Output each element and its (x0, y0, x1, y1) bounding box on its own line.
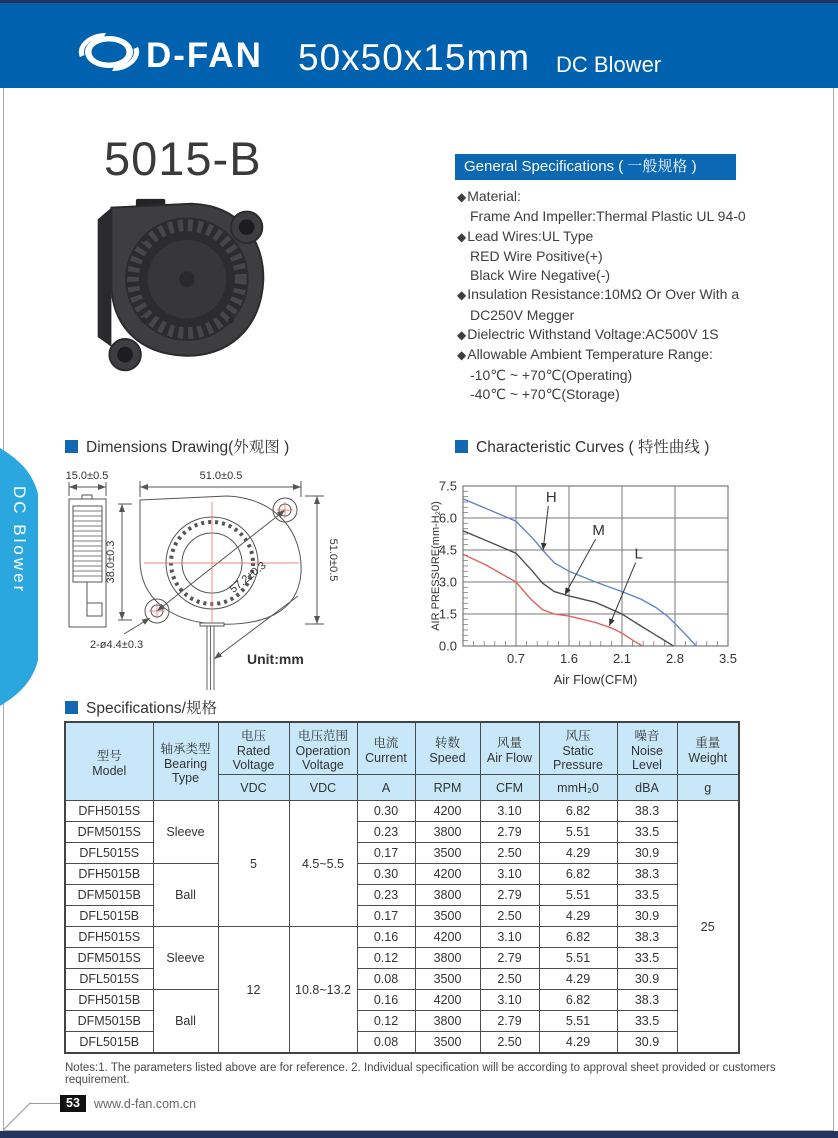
table-row (65, 927, 739, 948)
section-title-curves: Characteristic Curves ( 特性曲线 ) (476, 439, 710, 456)
data-cell: 2.79 (480, 822, 539, 843)
data-cell: 0.30 (357, 801, 415, 822)
page-number: 53 (60, 1095, 86, 1112)
model-cell: DFL5015S (65, 969, 153, 990)
data-cell: 2.50 (480, 969, 539, 990)
table-row (65, 864, 739, 885)
spec-line: Black Wire Negative(-) (470, 267, 611, 284)
operation-voltage-cell: 10.8~13.2 (289, 927, 357, 1054)
general-specs-list (457, 187, 749, 404)
data-cell: 33.5 (617, 1011, 677, 1032)
data-cell: 0.17 (357, 906, 415, 927)
data-cell: 2.79 (480, 948, 539, 969)
footer-line (30, 1103, 61, 1104)
spec-table-body (65, 801, 739, 1054)
rated-voltage-cell: 5 (218, 801, 289, 927)
data-cell: 0.16 (357, 990, 415, 1011)
y-tick-label: 3.0 (438, 574, 457, 590)
col-header: 电流 Current (357, 722, 415, 775)
spec-line: DC250V Megger (470, 306, 575, 323)
product-photo (82, 190, 278, 386)
general-specs-heading (455, 154, 736, 180)
section-title-dimensions: Dimensions Drawing(外观图 ) (86, 439, 290, 456)
data-cell: 5.51 (539, 822, 617, 843)
bearing-cell: Ball (153, 990, 218, 1054)
diamond-bullet-icon: ◆ (457, 288, 467, 303)
data-cell: 3.10 (480, 927, 539, 948)
spec-line: -40℃ ~ +70℃(Storage) (470, 385, 620, 402)
sidebar-tab-label: DC Blower (10, 486, 29, 595)
col-header: 型号 Model (65, 722, 153, 801)
operation-voltage-cell: 4.5~5.5 (289, 801, 357, 927)
product-type-label: DC Blower (556, 52, 662, 77)
data-cell: 3800 (415, 1011, 480, 1032)
data-cell: 0.23 (357, 885, 415, 906)
section-heading-dimensions (65, 435, 289, 457)
model-cell: DFL5015B (65, 906, 153, 927)
dim-side-width: 15.0±0.5 (65, 470, 109, 482)
spec-line: -10℃ ~ +70℃(Operating) (470, 366, 633, 383)
dim-front-width: 51.0±0.5 (199, 470, 243, 482)
data-cell: 4.29 (539, 843, 617, 864)
blue-square-icon (65, 701, 78, 714)
spec-line: ◆Allowable Ambient Temperature Range: (457, 346, 713, 363)
model-cell: DFM5015S (65, 948, 153, 969)
blue-square-icon (65, 440, 78, 453)
data-cell: 2.50 (480, 843, 539, 864)
diamond-bullet-icon: ◆ (457, 328, 467, 343)
weight-cell: 25 (677, 801, 739, 1054)
data-cell: 5.51 (539, 948, 617, 969)
rated-voltage-cell: 12 (218, 927, 289, 1054)
model-cell: DFL5015B (65, 1032, 153, 1054)
data-cell: 30.9 (617, 1032, 677, 1054)
dim-front-height-left: 38.0±0.3 (105, 540, 117, 584)
data-cell: 0.16 (357, 927, 415, 948)
data-cell: 2.79 (480, 885, 539, 906)
spec-table (64, 721, 740, 1054)
y-tick-label: 4.5 (438, 542, 457, 558)
data-cell: 0.23 (357, 822, 415, 843)
data-cell: 2.79 (480, 1011, 539, 1032)
spec-line: ◆Material: (457, 188, 521, 204)
col-unit: A (357, 775, 415, 801)
model-cell: DFH5015B (65, 990, 153, 1011)
table-row (65, 801, 739, 822)
model-cell: DFM5015S (65, 822, 153, 843)
general-specs-title: General Specifications ( 一般规格 ) (464, 158, 697, 175)
data-cell: 0.12 (357, 948, 415, 969)
diamond-bullet-icon: ◆ (457, 190, 467, 204)
data-cell: 33.5 (617, 948, 677, 969)
col-header: 电压 Rated Voltage (218, 722, 289, 775)
sidebar-tab (0, 448, 40, 706)
spec-line: ◆Insulation Resistance:10MΩ Or Over With a (457, 286, 740, 303)
header-band (0, 3, 838, 88)
table-row (65, 990, 739, 1011)
data-cell: 0.17 (357, 843, 415, 864)
data-cell: 33.5 (617, 885, 677, 906)
y-tick-label: 7.5 (438, 478, 457, 494)
dim-holes: 2-ø4.4±0.3 (90, 639, 144, 651)
chart-svg (430, 466, 782, 706)
spec-line: RED Wire Positive(+) (470, 247, 603, 264)
data-cell: 30.9 (617, 906, 677, 927)
data-cell: 3500 (415, 969, 480, 990)
model-cell: DFL5015S (65, 843, 153, 864)
bearing-cell: Sleeve (153, 801, 218, 864)
model-cell: DFH5015S (65, 801, 153, 822)
section-title-specs: Specifications/规格 (86, 700, 217, 717)
data-cell: 38.3 (617, 927, 677, 948)
y-tick-label: 0.0 (438, 638, 457, 654)
data-cell: 3800 (415, 822, 480, 843)
model-cell: DFH5015B (65, 864, 153, 885)
data-cell: 5.51 (539, 885, 617, 906)
data-cell: 4200 (415, 864, 480, 885)
website-link[interactable]: www.d-fan.com.cn (94, 1097, 197, 1111)
col-unit: g (677, 775, 739, 801)
data-cell: 30.9 (617, 843, 677, 864)
page-title: 5015-B (104, 132, 262, 185)
x-tick-label: 1.6 (559, 651, 579, 666)
model-cell: DFH5015S (65, 927, 153, 948)
col-header: 风量 Air Flow (480, 722, 539, 775)
y-tick-label: 1.5 (438, 606, 457, 622)
curve-L (463, 554, 642, 646)
col-unit: CFM (480, 775, 539, 801)
data-cell: 4200 (415, 927, 480, 948)
data-cell: 6.82 (539, 990, 617, 1011)
dim-unit: Unit:mm (247, 651, 304, 667)
data-cell: 3500 (415, 1032, 480, 1054)
y-axis-label: AIR PRESSURE(mm-H₂0) (430, 501, 442, 631)
footer-diagonal-line (3, 1102, 31, 1130)
data-cell: 0.30 (357, 864, 415, 885)
spec-table-head (65, 722, 739, 801)
x-tick-label: 2.8 (665, 651, 685, 666)
data-cell: 4200 (415, 801, 480, 822)
brand-logo-icon (76, 30, 142, 74)
spec-line: Frame And Impeller:Thermal Plastic UL 94-0 (470, 208, 746, 225)
col-header: 风压 Static Pressure (539, 722, 617, 775)
data-cell: 2.50 (480, 906, 539, 927)
col-header: 噪音 Noise Level (617, 722, 677, 775)
data-cell: 0.08 (357, 1032, 415, 1054)
data-cell: 30.9 (617, 969, 677, 990)
data-cell: 3800 (415, 885, 480, 906)
data-cell: 38.3 (617, 990, 677, 1011)
curve-label-L: L (634, 545, 643, 563)
note-text: Notes:1. The parameters listed above are for reference. 2. Individual specification will be according to approval sheet provided or customers requirement. (65, 1062, 776, 1086)
model-cell: DFM5015B (65, 885, 153, 906)
data-cell: 4200 (415, 990, 480, 1011)
blue-square-icon (455, 440, 468, 453)
data-cell: 38.3 (617, 801, 677, 822)
data-cell: 5.51 (539, 1011, 617, 1032)
data-cell: 38.3 (617, 864, 677, 885)
model-cell: DFM5015B (65, 1011, 153, 1032)
characteristic-curves-chart (430, 466, 782, 711)
x-tick-label: 0.7 (506, 651, 526, 666)
data-cell: 4.29 (539, 969, 617, 990)
col-header: 转数 Speed (415, 722, 480, 775)
data-cell: 2.50 (480, 1032, 539, 1054)
col-unit: VDC (289, 775, 357, 801)
data-cell: 3800 (415, 948, 480, 969)
bearing-cell: Ball (153, 864, 218, 927)
dimensions-drawing (62, 468, 414, 702)
dim-diagonal: 57.2±0.3 (227, 559, 269, 596)
col-header: 重量 Weight (677, 722, 739, 775)
data-cell: 4.29 (539, 906, 617, 927)
curve-label-M: M (592, 522, 605, 540)
col-unit: dBA (617, 775, 677, 801)
spec-line: ◆Lead Wires:UL Type (457, 227, 594, 244)
data-cell: 3.10 (480, 864, 539, 885)
brand-name: D-FAN (146, 36, 263, 75)
data-cell: 33.5 (617, 822, 677, 843)
y-tick-label: 6.0 (438, 510, 457, 526)
data-cell: 4.29 (539, 1032, 617, 1054)
col-header: 轴承类型 Bearing Type (153, 722, 218, 801)
page-border-right (833, 88, 834, 1131)
section-heading-curves (455, 435, 709, 457)
data-cell: 6.82 (539, 801, 617, 822)
side-view-ribs (73, 511, 102, 576)
data-cell: 6.82 (539, 864, 617, 885)
x-axis-label: Air Flow(CFM) (553, 672, 638, 687)
col-unit: mmH₂0 (539, 775, 617, 801)
curve-label-H: H (545, 489, 557, 506)
x-tick-label: 3.5 (718, 651, 738, 666)
data-cell: 3.10 (480, 801, 539, 822)
data-cell: 6.82 (539, 927, 617, 948)
col-unit: RPM (415, 775, 480, 801)
spec-line: ◆Dielectric Withstand Voltage:AC500V 1S (457, 326, 719, 343)
product-size: 50x50x15mm (298, 37, 531, 78)
bearing-cell: Sleeve (153, 927, 218, 990)
dim-front-height-right: 51.0±0.5 (327, 538, 339, 582)
data-cell: 3.10 (480, 990, 539, 1011)
col-header: 电压范围 Operation Voltage (289, 722, 357, 775)
diamond-bullet-icon: ◆ (457, 229, 467, 244)
data-cell: 3500 (415, 843, 480, 864)
bottom-navy-strip (0, 1131, 838, 1138)
x-tick-label: 2.1 (612, 651, 632, 666)
data-cell: 3500 (415, 906, 480, 927)
data-cell: 0.08 (357, 969, 415, 990)
diamond-bullet-icon: ◆ (457, 348, 467, 363)
col-unit: VDC (218, 775, 289, 801)
data-cell: 0.12 (357, 1011, 415, 1032)
